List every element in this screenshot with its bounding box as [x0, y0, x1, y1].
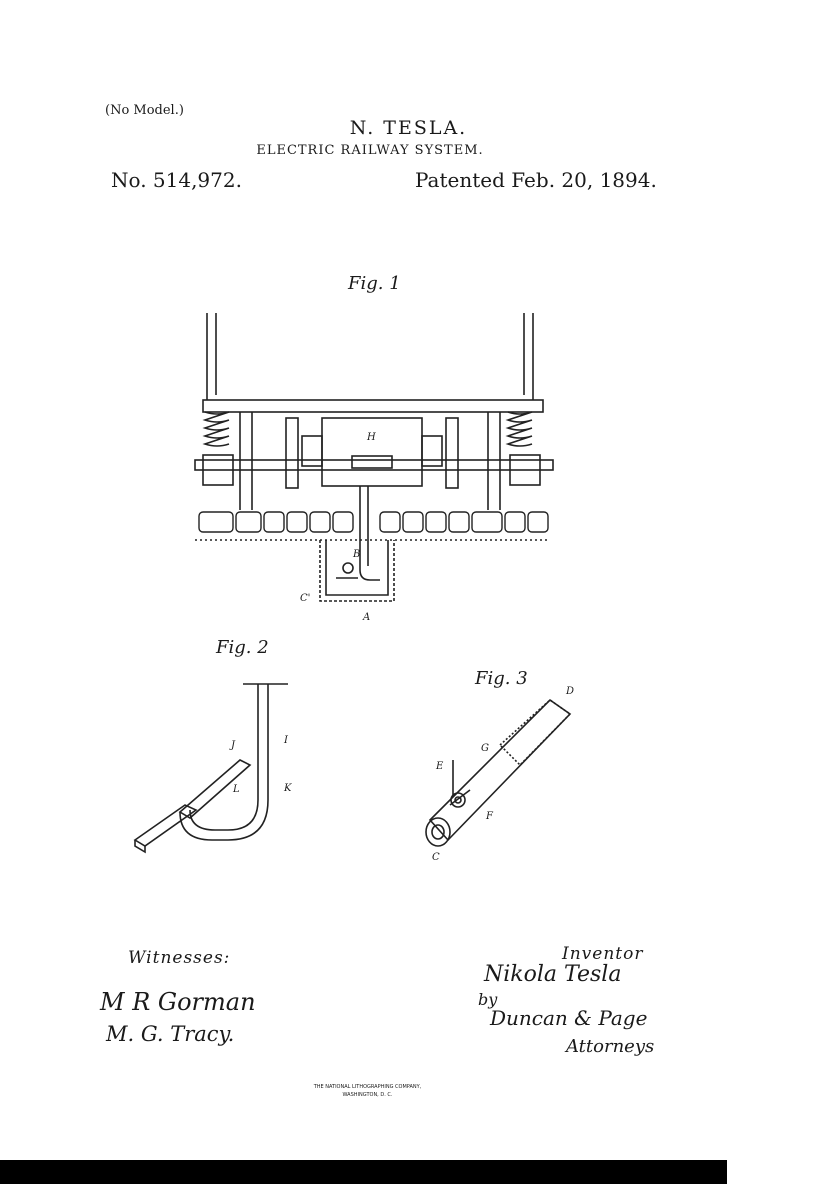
- fig1-part-b: B: [353, 549, 361, 560]
- fig2-label: Fig. 2: [216, 637, 269, 658]
- fig2-part-l: L: [233, 784, 240, 795]
- fig1-part-a: A: [363, 612, 371, 623]
- fig3-part-c: C: [432, 852, 440, 863]
- patent-title: ELECTRIC RAILWAY SYSTEM.: [256, 143, 484, 158]
- fig3-part-f: F: [486, 811, 493, 822]
- fig1-part-c-prime: C': [300, 593, 311, 604]
- fig3-part-g: G: [481, 743, 489, 754]
- fig2-part-k: K: [284, 783, 292, 794]
- fig2-part-j: J: [231, 740, 236, 751]
- fig3-part-d: D: [566, 686, 575, 697]
- witness-1-signature: M R Gorman: [100, 988, 256, 1016]
- inventor-signature: Nikola Tesla: [484, 962, 622, 987]
- inventor-name: N. TESLA.: [349, 117, 468, 139]
- fig1-label: Fig. 1: [348, 273, 401, 294]
- fig2-part-i: I: [284, 735, 288, 746]
- inventor-heading: Inventor: [562, 944, 644, 964]
- fig3-label: Fig. 3: [475, 668, 528, 689]
- attorneys-label: Attorneys: [566, 1036, 655, 1057]
- by-label: by: [478, 990, 498, 1009]
- lithographer-line-2: WASHINGTON, D. C.: [342, 1092, 393, 1098]
- witnesses-heading: Witnesses:: [128, 948, 231, 968]
- fig3-part-e: E: [436, 761, 444, 772]
- lithographer-line-1: THE NATIONAL LITHOGRAPHING COMPANY,: [313, 1084, 422, 1090]
- witness-2-signature: M. G. Tracy.: [106, 1022, 235, 1046]
- patent-number: No. 514,972.: [111, 168, 242, 192]
- attorney-signature: Duncan & Page: [490, 1006, 648, 1030]
- fig1-part-h: H: [367, 432, 376, 443]
- patent-date: Patented Feb. 20, 1894.: [415, 168, 657, 192]
- model-note: (No Model.): [105, 103, 184, 118]
- scan-edge-bar: [0, 1160, 727, 1184]
